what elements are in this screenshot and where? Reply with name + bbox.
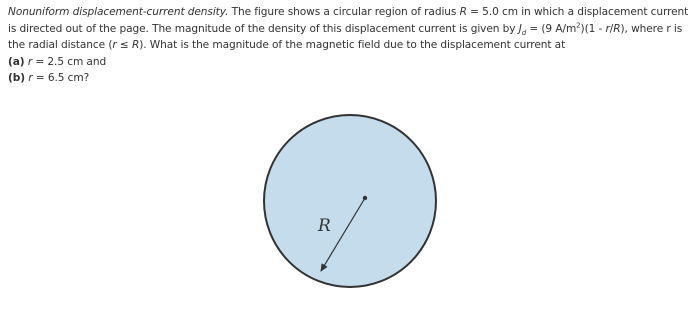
condition-R-variable: R	[131, 39, 140, 52]
radius-label: R	[318, 216, 331, 236]
density-R-variable: R	[613, 22, 621, 35]
problem-title: Nonuniform displacement-current density.	[8, 6, 229, 18]
condition-r-variable: r	[112, 39, 117, 52]
density-expression-1: = (9 A/m	[526, 22, 577, 35]
density-superscript: 2	[576, 21, 581, 30]
density-variable: J	[518, 22, 522, 35]
part-b-variable: r	[28, 72, 33, 85]
part-a-label: (a)	[8, 55, 25, 68]
part-b-text: = 6.5 cm?	[32, 72, 90, 85]
radius-value-text: = 5.0 cm in which a displacement current is directed out of the page. The magnitude of the density of this displacement current is given by	[8, 6, 689, 35]
displacement-current-region	[264, 115, 436, 287]
density-slash: /	[609, 22, 614, 35]
intro-text: The figure shows a circular region of radius	[228, 6, 460, 18]
density-r-variable: r	[605, 22, 610, 35]
density-expression-2: )(1 -	[580, 22, 606, 35]
condition-le: ≤	[116, 39, 132, 52]
density-subscript: d	[521, 28, 527, 37]
question-text: ). What is the magnitude of the magnetic field due to the displacement current at	[139, 39, 566, 52]
part-a-text: = 2.5 cm and	[32, 55, 107, 68]
radius-variable: R	[459, 6, 467, 18]
part-b-label: (b)	[8, 72, 25, 85]
density-expression-3: ), where r is the radial distance (	[8, 22, 683, 52]
part-a-variable: r	[27, 55, 33, 68]
